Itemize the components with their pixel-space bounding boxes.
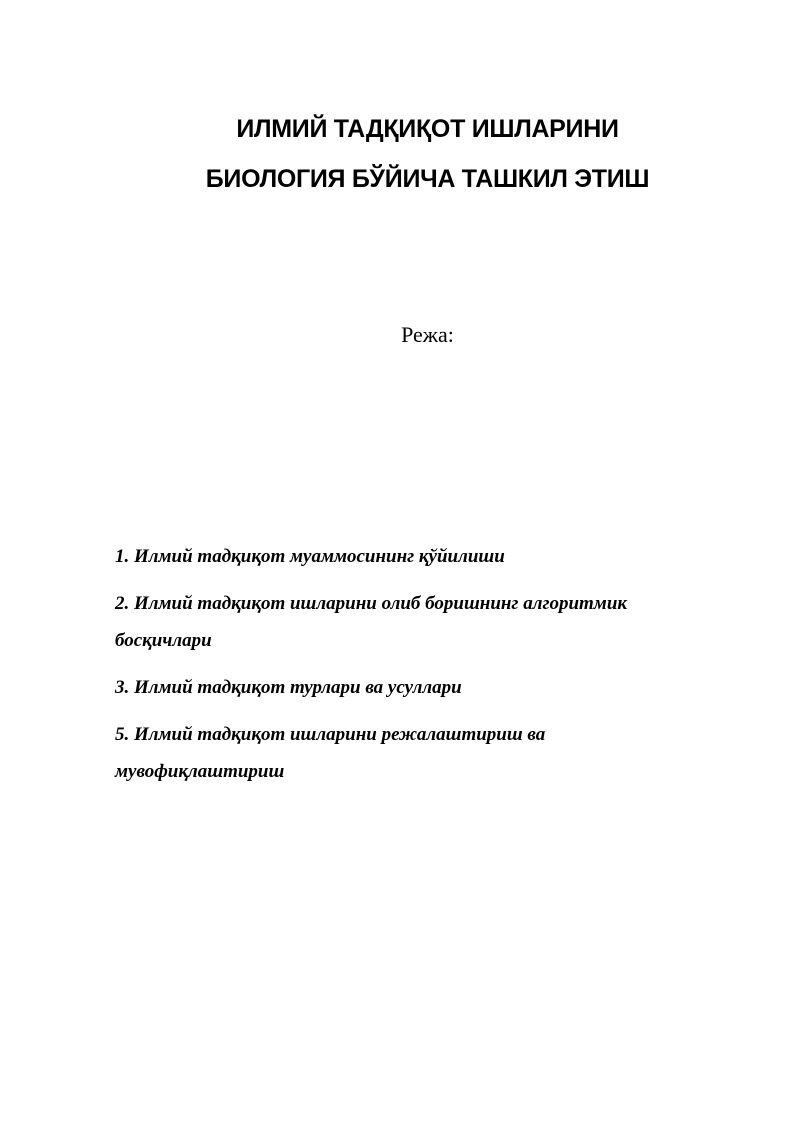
plan-item: 1. Илмий тадқиқот муаммосининг қўйилиши	[115, 546, 505, 567]
title-line-2: БИОЛОГИЯ БЎЙИЧА ТАШКИЛ ЭТИШ	[205, 165, 650, 193]
plan-item: 2. Илмий тадқиқот ишларини олиб боришнинг алгоритмик босқичлари	[115, 593, 628, 651]
plan-heading: Режа:	[401, 322, 454, 347]
title-line-1: ИЛМИЙ ТАДҚИҚОТ ИШЛАРИНИ	[236, 115, 619, 143]
plan-item: 5. Илмий тадқиқот ишларини режалаштириш ва мувофиқлаштириш	[115, 724, 546, 782]
plan-item: 3. Илмий тадқиқот турлари ва усуллари	[115, 677, 462, 698]
plan-list	[115, 538, 715, 800]
